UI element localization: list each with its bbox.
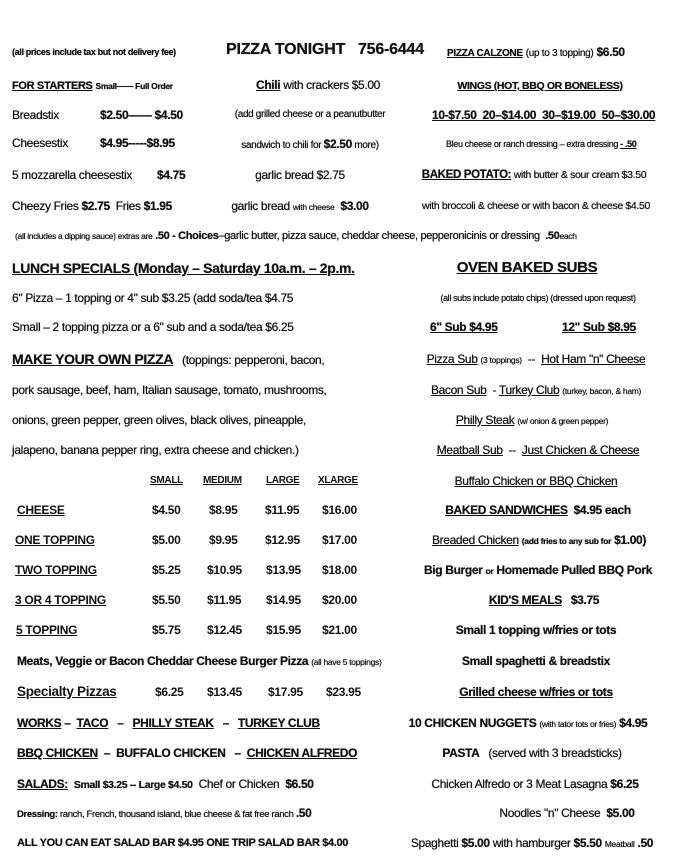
philly-steak-note: (w/ onion & green pepper) (517, 416, 609, 426)
turkey-club-note: (turkey, bacon, & ham) (562, 386, 642, 396)
chili-desc: with crackers $5.00 (283, 78, 380, 92)
kids-item: Small 1 topping w/fries or tots (455, 623, 617, 637)
separator: – (64, 716, 71, 730)
nuggets-price: $4.95 (619, 716, 648, 730)
salads-chef-price: $6.50 (285, 777, 314, 791)
separator: – (117, 716, 124, 730)
lunch-special-1: 6" Pizza – 1 topping or 4" sub $3.25 (add soda/tea $4.75 (12, 291, 294, 305)
wings-price: 10-$7.50 (432, 108, 477, 122)
pizza-sub: Pizza Sub (426, 352, 478, 366)
garlic-bread-label: garlic bread (231, 199, 290, 213)
sub-6-price: 6" Sub $4.95 (430, 320, 498, 334)
meatball: Meatball (604, 839, 635, 849)
burger-pork-line (424, 561, 652, 580)
nuggets-note: (with tator tots or fries) (539, 719, 617, 729)
pizza-row-label: ONE TOPPING (15, 533, 95, 547)
with-hamburger: with hamburger (492, 836, 571, 850)
garlic-bread-cheese (231, 197, 368, 216)
calzone-line (447, 43, 625, 63)
chili-addon-2 (241, 135, 378, 155)
meats-line (17, 652, 382, 671)
pizza-price: $21.00 (322, 623, 357, 637)
kids-item: Small spaghetti & breadstix (462, 654, 610, 668)
chili-addon-text: sandwich to chili for (241, 140, 322, 151)
lunch-specials-title: LUNCH SPECIALS (Monday – Saturday 10a.m. – 2p.m. (12, 260, 355, 276)
specialty-price: $17.95 (268, 685, 303, 699)
calzone-price: $6.50 (596, 45, 625, 59)
starters-sizes: Small—— Full Order (95, 81, 173, 91)
pizza-price: $5.00 (152, 533, 181, 547)
noodles-price: $5.00 (606, 806, 635, 820)
salad-dressing-price: .50 (295, 806, 312, 820)
kids-item: Grilled cheese w/fries or tots (459, 685, 613, 699)
pizza-price: $15.95 (266, 623, 301, 637)
wings-price: 20–$14.00 (482, 108, 537, 122)
phone-number: 756-6444 (357, 41, 424, 58)
starter-line (12, 197, 172, 215)
extras-note-prefix: (all includes a dipping sauce) extras are (15, 231, 153, 241)
separator: – (103, 746, 111, 760)
buffalo-bbq-sub: Buffalo Chicken or BBQ Chicken (454, 474, 618, 488)
salads-chef: Chef or Chicken (198, 777, 280, 791)
sub-line-1 (427, 350, 646, 369)
hamburger-price: $5.50 (573, 836, 602, 850)
specialty-bbq: BBQ CHICKEN (17, 746, 98, 760)
alfredo-price: $6.25 (610, 777, 639, 791)
salad-bar: ALL YOU CAN EAT SALAD BAR $4.95 ONE TRIP SALAD BAR $4.00 (17, 837, 349, 849)
pizza-price: $11.95 (265, 503, 300, 517)
extras-each: each (559, 231, 577, 241)
meats-note: (all have 5 toppings) (311, 657, 382, 667)
spaghetti-price: $5.00 (461, 836, 490, 850)
alfredo-line (431, 775, 638, 793)
starters-heading (12, 76, 173, 95)
specialty-works: WORKS (17, 716, 62, 730)
chili-line (256, 76, 380, 94)
toppings-text: onions, green pepper, green olives, black olives, pineapple, (12, 413, 306, 427)
wings-price: 50–$30.00 (601, 108, 656, 122)
or-text: or (485, 566, 494, 576)
wings-dressing-price: - .50 (620, 139, 637, 149)
size-header-medium: MEDIUM (203, 475, 242, 486)
restaurant-name (226, 41, 424, 59)
baked-potato-desc: with butter & sour cream $3.50 (513, 169, 647, 181)
separator: - (492, 383, 497, 397)
calzone-note: (up to 3 topping) (525, 48, 594, 59)
specialty-price: $13.45 (207, 685, 242, 699)
chili-addon: (add grilled cheese or a peanutbutter (234, 109, 386, 120)
specialty-taco: TACO (76, 716, 109, 730)
extras-choices: .50 - Choices (155, 230, 219, 242)
subs-title: OVEN BAKED SUBS (456, 259, 598, 276)
baked-sandwiches-title: BAKED SANDWICHES (445, 503, 568, 517)
starter-name: Breadstix (12, 108, 59, 122)
salad-dressing-list: ranch, French, thousand island, blue cheese & fat free ranch (59, 809, 294, 820)
nuggets-line (409, 714, 648, 733)
chili-addon-end: more) (354, 140, 379, 151)
separator: -- (527, 352, 536, 366)
sub-line-3 (456, 411, 608, 430)
pasta-note: (served with 3 breadsticks) (488, 746, 622, 760)
baked-sandwiches-line (445, 501, 631, 519)
separator: -- (508, 443, 516, 457)
sub-line-4 (437, 441, 639, 459)
wings-title: WINGS (HOT, BBQ OR BONELESS) (457, 80, 623, 92)
starter-price: $2.50—— $4.50 (100, 108, 183, 122)
specialty-buffalo: BUFFALO CHICKEN (116, 746, 226, 760)
toppings-text: (toppings: pepperoni, bacon, (182, 353, 325, 367)
chicken-cheese-sub: Just Chicken & Cheese (521, 443, 640, 457)
make-your-own-line (12, 350, 324, 369)
starter-price: $2.75 (81, 199, 110, 213)
size-header-large: LARGE (266, 475, 300, 486)
separator: – (222, 716, 229, 730)
big-burger: Big Burger (423, 563, 483, 577)
noodles-line (499, 804, 634, 822)
wings-price: 30–$19.00 (542, 108, 596, 122)
pizza-price: $17.00 (322, 533, 357, 547)
chili-addon-price: $2.50 (323, 137, 352, 151)
fries-note: (add fries to any sub for (521, 536, 612, 546)
pizza-price: $14.95 (266, 593, 301, 607)
wings-dressing (446, 135, 636, 153)
wings-prices (432, 106, 655, 124)
pizza-row-label: 3 OR 4 TOPPING (15, 593, 106, 607)
lunch-special-2: Small – 2 topping pizza or a 6" sub and a soda/tea $6.25 (12, 320, 294, 334)
alfredo-lasagna: Chicken Alfredo or 3 Meat Lasagna (431, 777, 608, 791)
pizza-row-label: CHEESE (17, 503, 65, 517)
pizza-price: $5.25 (152, 563, 181, 577)
specialty-alfredo: CHICKEN ALFREDO (246, 746, 358, 760)
salad-dressing (17, 804, 311, 824)
size-header-small: SMALL (150, 475, 183, 486)
calzone-label: PIZZA CALZONE (447, 48, 523, 59)
kids-meals-price: $3.75 (570, 593, 600, 607)
pizza-price: $12.95 (265, 533, 300, 547)
make-your-own-title: MAKE YOUR OWN PIZZA (12, 351, 174, 367)
toppings-text: jalapeno, banana pepper ring, extra cheese and chicken.) (12, 443, 299, 457)
bacon-sub: Bacon Sub (430, 383, 487, 397)
starter-name: 5 mozzarella cheesestix (12, 168, 133, 182)
pizza-price: $4.50 (152, 503, 181, 517)
pizza-row-label: TWO TOPPING (15, 563, 97, 577)
kids-meals-line (489, 591, 599, 609)
extras-note (15, 227, 577, 245)
meats-pizza: Meats, Veggie or Bacon Cheddar Cheese Burger Pizza (17, 654, 309, 668)
nuggets: 10 CHICKEN NUGGETS (408, 716, 537, 730)
pulled-pork: Homemade Pulled BBQ Pork (496, 563, 653, 577)
separator: – (234, 746, 241, 760)
pizza-price: $16.00 (322, 503, 357, 517)
title: PIZZA TONIGHT (226, 41, 346, 58)
specialty-price: $6.25 (155, 685, 184, 699)
turkey-club-sub: Turkey Club (498, 383, 560, 397)
spaghetti: Spaghetti (410, 836, 459, 850)
extras-list: –garlic butter, pizza sauce, cheddar cheese, pepperonicinis or dressing (218, 230, 540, 242)
pizza-price: $8.95 (209, 503, 238, 517)
pizza-price: $5.75 (152, 623, 181, 637)
pizza-price: $9.95 (209, 533, 238, 547)
toppings-text: pork sausage, beef, ham, Italian sausage, tomato, mushrooms, (12, 383, 327, 397)
extras-price: .50 (545, 230, 560, 242)
pizza-sub-note: (3 toppings) (480, 355, 522, 365)
hot-ham-sub: Hot Ham "n" Cheese (541, 352, 646, 366)
baked-potato (422, 166, 646, 184)
specialty-label: Specialty Pizzas (17, 684, 117, 699)
pizza-price: $13.95 (266, 563, 301, 577)
salads-line (17, 775, 314, 794)
starter-price: $1.95 (143, 199, 172, 213)
salad-dressing-label: Dressing: (17, 809, 58, 820)
baked-sandwiches-price: $4.95 each (573, 503, 631, 517)
breaded-chicken: Breaded Chicken (431, 533, 519, 547)
size-header-xlarge: XLARGE (318, 475, 358, 486)
garlic-bread-price: $3.00 (340, 199, 369, 213)
starter-price: $4.75 (157, 168, 186, 182)
starter-name: Fries (115, 199, 141, 213)
specialty-list-2 (17, 744, 357, 762)
wings-dressing-text: Bleu cheese or ranch dressing – extra dressing (446, 139, 619, 149)
tax-note: (all prices include tax but not delivery fee) (12, 47, 176, 57)
pizza-price: $10.95 (207, 563, 242, 577)
starter-name: Cheesestix (12, 136, 68, 150)
salads-label: SALADS: (17, 777, 68, 791)
pizza-price: $11.95 (207, 593, 242, 607)
specialty-philly: PHILLY STEAK (132, 716, 214, 730)
pizza-price: $20.00 (322, 593, 357, 607)
salads-sizes: Small $3.25 -- Large $4.50 (73, 779, 193, 791)
pizza-row-label: 5 TOPPING (16, 623, 78, 637)
specialty-list-1 (17, 714, 320, 732)
starter-name: Cheezy Fries (12, 199, 79, 213)
noodles-cheese: Noodles "n" Cheese (499, 806, 601, 820)
meatball-price: .50 (637, 836, 654, 850)
baked-potato-options: with broccoli & cheese or with bacon & cheese $4.50 (422, 200, 650, 212)
subs-note: (all subs include potato chips) (dressed upon request) (440, 293, 636, 303)
garlic-bread-note: with cheese (292, 202, 335, 212)
starter-price: $4.95-----$8.95 (100, 136, 175, 150)
baked-potato-label: BAKED POTATO: (421, 169, 512, 181)
specialty-price: $23.95 (326, 685, 361, 699)
breaded-chicken-line (432, 531, 646, 550)
chili-label: Chili (256, 78, 281, 92)
philly-steak-sub: Philly Steak (455, 413, 515, 427)
spaghetti-line (411, 834, 653, 853)
kids-meals-title: KID'S MEALS (488, 593, 562, 607)
pizza-price: $5.50 (152, 593, 181, 607)
sub-line-2 (431, 381, 641, 400)
pasta-title: PASTA (442, 746, 480, 760)
pizza-price: $12.45 (207, 623, 242, 637)
garlic-bread: garlic bread $2.75 (255, 168, 345, 182)
pasta-line (442, 744, 621, 762)
pizza-price: $18.00 (322, 563, 357, 577)
fries-price: $1.00) (614, 533, 647, 547)
sub-12-price: 12" Sub $8.95 (562, 320, 636, 334)
specialty-turkey: TURKEY CLUB (237, 716, 320, 730)
meatball-sub: Meatball Sub (436, 443, 503, 457)
starters-title: FOR STARTERS (12, 80, 93, 92)
